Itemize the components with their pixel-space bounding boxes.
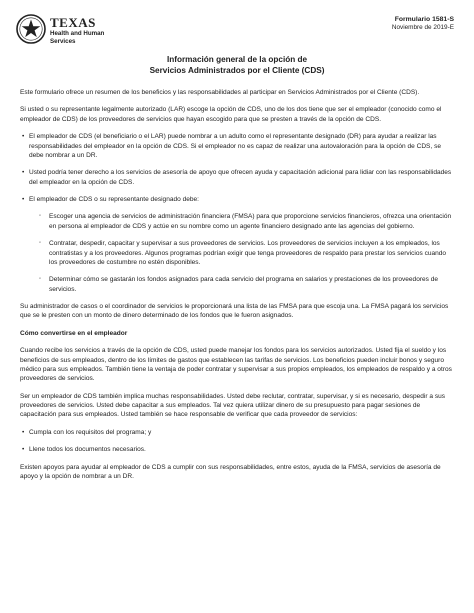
title-line-2: Servicios Administrados por el Cliente (CDS) <box>149 66 325 76</box>
logo-agency-line-2: Services <box>50 38 76 46</box>
sub-bullet-item: ◦ Escoger una agencia de servicios de administración financiera (FMSA) para que proporcione servicios financieros, ofrezca una orientación en persona al empleador de CDS y actúe en su nombre como un agente financiero designado ante las agencias del gobierno. <box>36 212 456 231</box>
logo-wordmark <box>50 16 104 45</box>
texas-hhs-logo <box>16 14 136 56</box>
document-title <box>0 54 474 76</box>
form-number: Formulario 1581-S <box>394 16 454 23</box>
texas-seal-icon <box>16 14 46 44</box>
bullet-item: • Llene todos los documentos necesarios. <box>20 445 456 454</box>
title-line-1: Información general de la opción de <box>166 55 308 64</box>
logo-state: TEXAS <box>50 15 96 30</box>
document-body <box>20 88 456 489</box>
bullet-item: • Usted podría tener derecho a los servicios de asesoría de apoyo que ofrecen ayuda y capacitación adicional para lidiar con las responsabilidades del empleador en la opción de CDS. <box>20 168 456 187</box>
section-paragraph-1: Cuando recibe los servicios a través de la opción de CDS, usted puede manejar los fondos para los servicios autorizados. Usted fija el sueldo y los beneficios de sus empleados, dentro de los límites de gastos que establecen las tarifas de servicios. Los beneficios pueden incluir bonos y seguro médico para sus empleados. También tiene la ventaja de poder contratar y supervisar a sus propios empleados, los empleados de respaldo y a otros proveedores de servicios. <box>20 347 452 383</box>
section-heading: Cómo convertirse en el empleador <box>20 329 128 337</box>
logo-agency-line-1: Health and Human <box>50 30 105 37</box>
sub-bullet-item: ◦ Determinar cómo se gastarán los fondos asignados para cada servicio del programa en salarios y prestaciones de los proveedores de servicios. <box>36 275 456 294</box>
bullet-item: • El empleador de CDS o su representante designado debe: <box>20 195 456 204</box>
fmsa-paragraph: Su administrador de casos o el coordinador de servicios le proporcionará una lista de las FMSA para que escoja una. La FMSA pagará los servicios que se le presten con un monto de dinero determinado de los fondos que le fueron asignados. <box>20 303 449 320</box>
sub-bullet-item: ◦ Contratar, despedir, capacitar y supervisar a sus proveedores de servicios. Los proveedores de servicios incluyen a los empleados, los contratistas y a los proveedores. Algunos programas podrían exigir que tenga proveedores de respaldo para prestar los servicios cuando los proveedores de costumbre no estén disponibles. <box>36 239 456 267</box>
closing-paragraph: Existen apoyos para ayudar al empleador de CDS a cumplir con sus responsabilidades, entre estos, ayuda de la FMSA, servicios de asesoría de apoyo y la opción de nombrar a un DR. <box>20 463 441 480</box>
bullet-item: • Cumpla con los requisitos del programa; y <box>20 428 456 437</box>
section-paragraph-2: Ser un empleador de CDS también implica muchas responsabilidades. Usted debe reclutar, contratar, supervisar, y si es necesario, despedir a sus proveedores de servicios. Usted debe capacitar a sus empleados. Tal vez quiera utilizar dinero de su presupuesto para pagar sesiones de capacitación para sus empleados. Usted también se hace responsable de verificar que cada proveedor de servicios: <box>20 392 446 419</box>
form-date: Noviembre de 2019-E <box>391 24 454 32</box>
intro-paragraph-2: Si usted o su representante legalmente autorizado (LAR) escoge la opción de CDS, uno de los dos tiene que ser el empleador (conocido como el empleador de CDS) de los proveedores de servicios que hayan escogido para que se presten a través de la opción de CDS. <box>20 106 442 123</box>
form-identifier <box>392 16 454 32</box>
bullet-item: • El empleador de CDS (el beneficiario o el LAR) puede nombrar a un adulto como el representante designado (DR) para ayudar a realizar las responsabilidades del empleador en la opción de CDS. Si el empleador no es capaz de realizar una autovaloración para la opción de CDS, se debe nombrar a un DR. <box>20 132 456 160</box>
intro-paragraph-1: Este formulario ofrece un resumen de los beneficios y las responsabilidades al participar en Servicios Administrados por el Cliente (CDS). <box>20 89 420 96</box>
